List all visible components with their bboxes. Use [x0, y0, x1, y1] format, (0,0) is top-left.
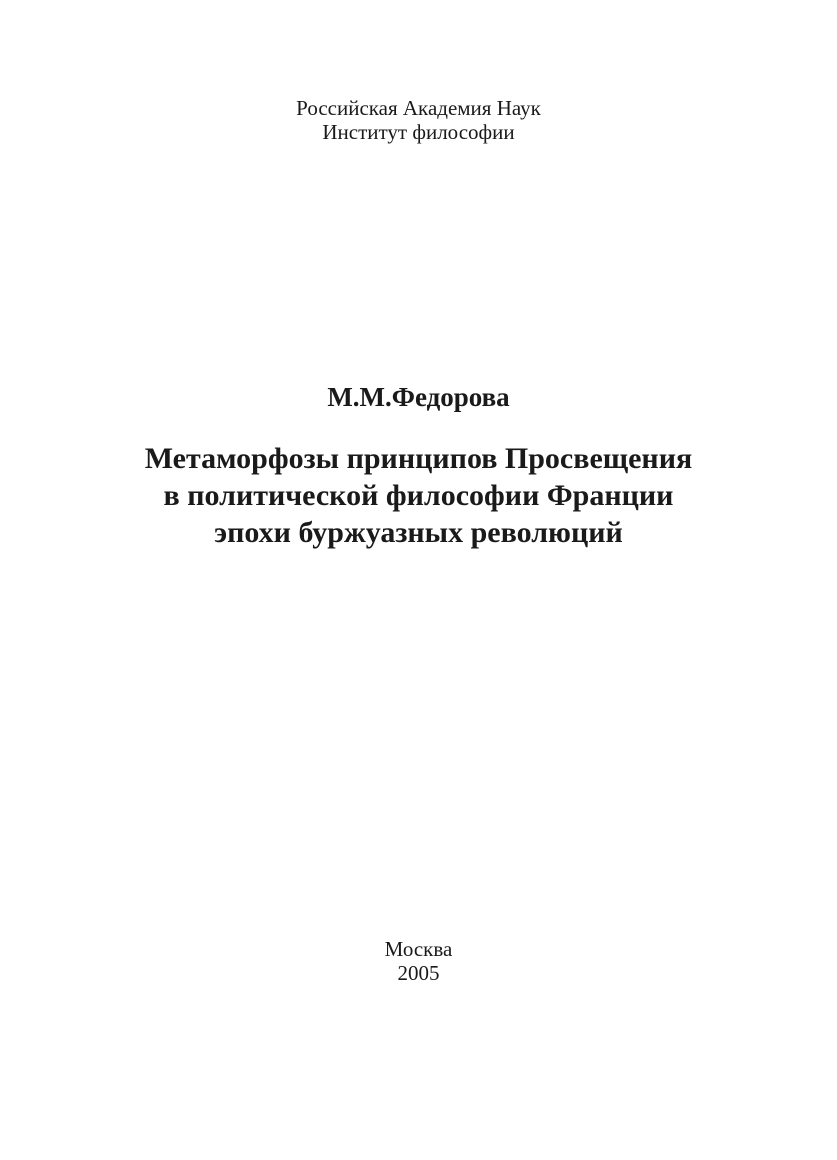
- title-line: в политической философии Франции: [163, 479, 674, 512]
- author-name: М.М.Федорова: [327, 382, 510, 412]
- publication-year: 2005: [397, 961, 440, 985]
- publication-city: Москва: [384, 937, 453, 961]
- academy-name: Российская Академия Наук: [296, 96, 541, 120]
- book-title: [0, 440, 837, 551]
- title-line: Метаморфозы принципов Просвещения: [144, 442, 693, 475]
- institution-header: [0, 96, 837, 144]
- title-line: эпохи буржуазных революций: [214, 516, 623, 549]
- imprint: [0, 937, 837, 985]
- institute-name: Институт философии: [322, 120, 515, 144]
